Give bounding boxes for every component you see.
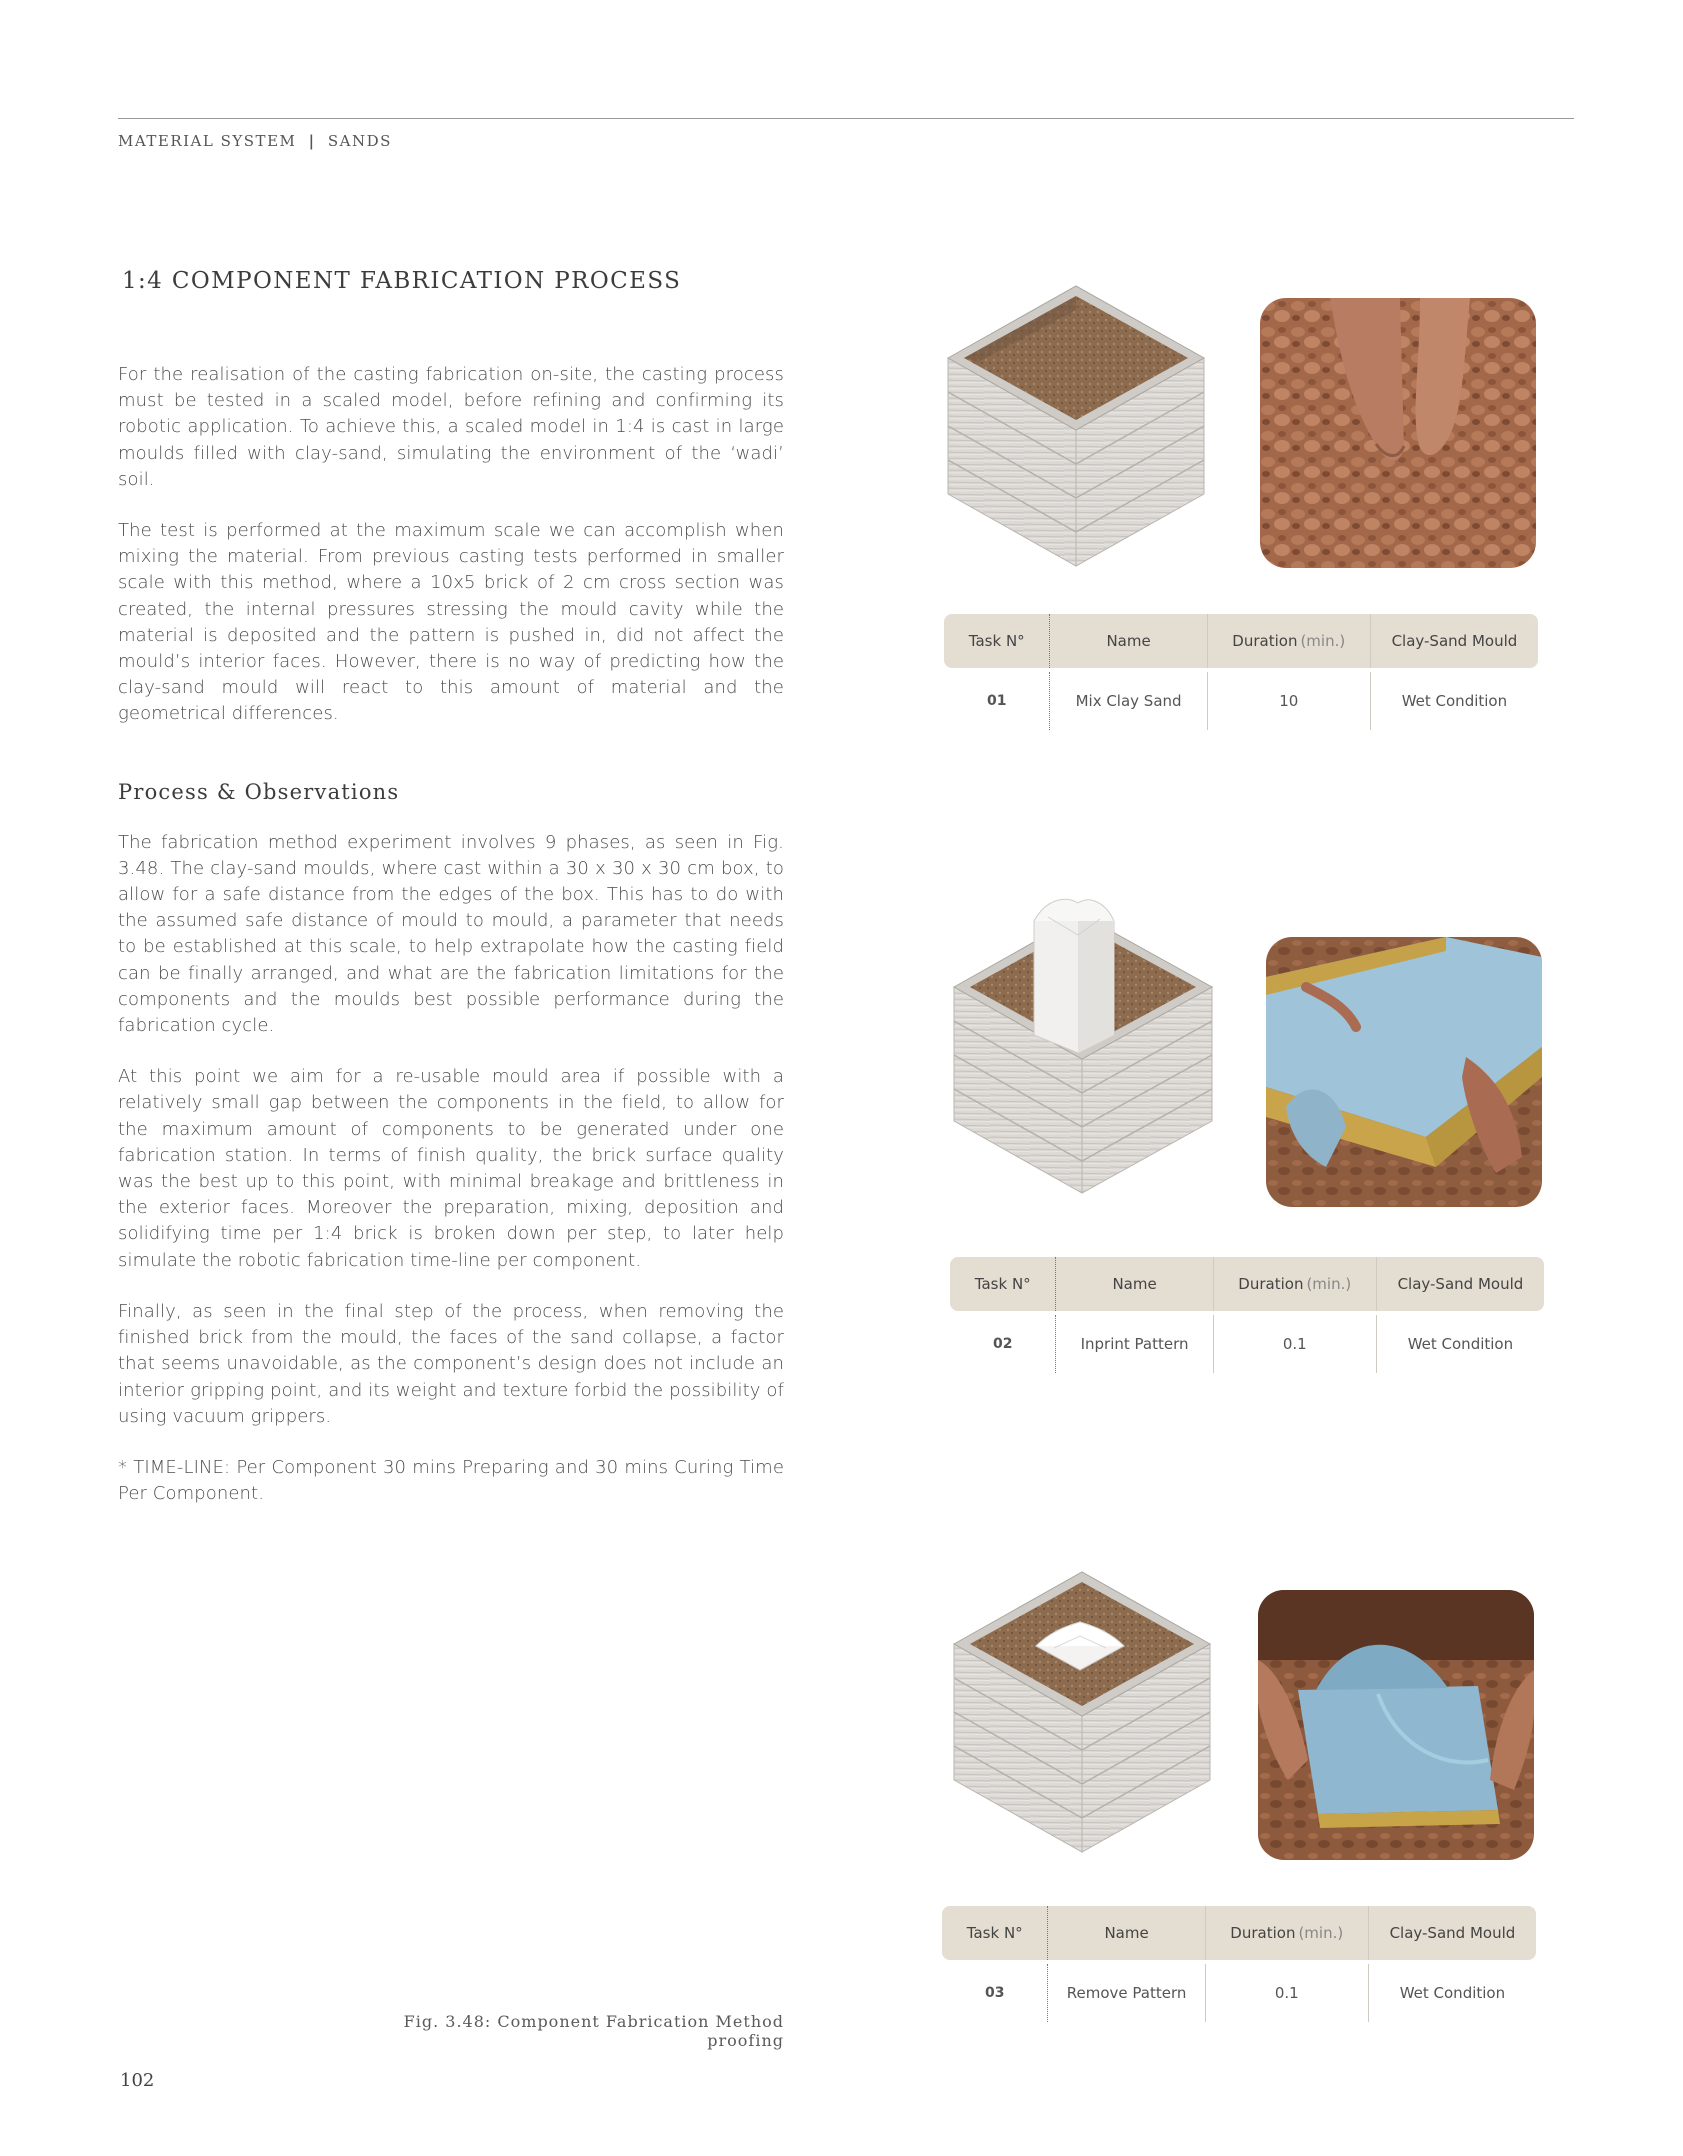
task-mould-condition: Wet Condition <box>1407 1335 1514 1353</box>
header-duration-unit: (min.) <box>1306 1275 1352 1293</box>
photo-pressing-pattern-image <box>1266 937 1542 1207</box>
table-header-row <box>944 614 1538 668</box>
header-duration <box>1214 1257 1377 1311</box>
header-section: MATERIAL SYSTEM <box>118 132 297 150</box>
page-number: 102 <box>120 2070 155 2091</box>
header-subsection: SANDS <box>327 132 392 150</box>
table-row <box>942 1964 1536 2022</box>
table-row <box>950 1315 1544 1373</box>
task-name: Mix Clay Sand <box>1050 672 1207 730</box>
running-header <box>118 132 392 150</box>
task-duration: 10 <box>1208 672 1371 730</box>
task-name: Remove Pattern <box>1048 1964 1205 2022</box>
header-name: Name <box>1056 1257 1213 1311</box>
mould-box-pattern-inserted-illustration <box>950 895 1216 1195</box>
task-table-3 <box>942 1906 1536 2022</box>
page-title: 1:4 COMPONENT FABRICATION PROCESS <box>122 268 682 294</box>
body-paragraph: At this point we aim for a re-usable mould area if possible with a relatively small gap between the components in the field, to allow for the maximum amount of components to be generated under one fabrication station. In terms of finish quality, the brick surface quality was the best up to this point, with minimal breakage and brittleness in the exterior faces. Moreover the preparation, mixing, deposition and solidifying time per 1:4 brick is broken down per step, to later help simulate the robotic fabrication time-line per component. <box>118 1066 784 1271</box>
header-task: Task N° <box>944 614 1050 668</box>
table-row <box>944 672 1538 730</box>
photo-lifting-pattern <box>1258 1590 1534 1860</box>
intro-paragraph: The test is performed at the maximum scale we can accomplish when mixing the material. From previous casting tests performed in smaller scale with this method, where a 10x5 brick of 2 cm cross section was created, the internal pressures stressing the mould cavity while the material is deposited and the pattern is pushed in, did not affect the mould’s interior faces. However, there is no way of predicting how the clay-sand mould will react to this amount of material and the geometrical differences. <box>118 520 784 725</box>
header-task: Task N° <box>950 1257 1056 1311</box>
header-rule <box>118 118 1574 119</box>
task-mould-condition: Wet Condition <box>1401 692 1508 710</box>
table-header-row <box>942 1906 1536 1960</box>
task-table-2 <box>950 1257 1544 1373</box>
intro-paragraph: For the realisation of the casting fabrication on-site, the casting process must be tested in a scaled model, before refining and confirming its robotic application. To achieve this, a scaled model in 1:4 is cast in large moulds filled with clay-sand, simulating the environment of the ‘wadi’ soil. <box>118 364 784 490</box>
header-mould: Clay-Sand Mould <box>1391 632 1518 650</box>
task-duration: 0.1 <box>1206 1964 1369 2022</box>
header-duration-unit: (min.) <box>1300 632 1346 650</box>
figure-caption: Fig. 3.48: Component Fabrication Method proofing <box>403 2012 784 2050</box>
header-duration-label: Duration <box>1232 632 1298 650</box>
header-duration-label: Duration <box>1230 1924 1296 1942</box>
timeline-note: * TIME-LINE: Per Component 30 mins Preparing and 30 mins Curing Time Per Component. <box>118 1456 784 1505</box>
task-table-1 <box>944 614 1538 730</box>
task-number: 02 <box>950 1315 1056 1373</box>
section-subheading: Process & Observations <box>118 779 400 804</box>
header-name: Name <box>1048 1906 1205 1960</box>
task-number: 01 <box>944 672 1050 730</box>
photo-hands-mixing-sand-image <box>1260 298 1536 568</box>
header-separator: | <box>308 132 316 150</box>
header-task: Task N° <box>942 1906 1048 1960</box>
table-header-row <box>950 1257 1544 1311</box>
header-duration-unit: (min.) <box>1298 1924 1344 1942</box>
task-mould-condition: Wet Condition <box>1399 1984 1506 2002</box>
header-mould: Clay-Sand Mould <box>1389 1924 1516 1942</box>
header-duration <box>1208 614 1371 668</box>
body-paragraph: The fabrication method experiment involves 9 phases, as seen in Fig. 3.48. The clay-sand moulds, where cast within a 30 x 30 x 30 cm box, to allow for a safe distance from the edges of the box. This has to do with the assumed safe distance of mould to mould, a parameter that needs to be established at this scale, to help extrapolate how the casting field can be finally arranged, and what are the fabrication limitations for the components and the moulds best possible performance during the fabrication cycle. <box>118 831 784 1037</box>
mould-box-sand-illustration <box>944 270 1208 570</box>
body-paragraph: Finally, as seen in the final step of the process, when removing the finished brick from the mould, the faces of the sand collapse, a factor that seems unavoidable, as the component’s design does not include an interior gripping point, and its weight and texture forbid the possibility of using vacuum grippers. <box>118 1300 784 1427</box>
task-name: Inprint Pattern <box>1056 1315 1213 1373</box>
photo-lifting-pattern-image <box>1258 1590 1534 1860</box>
header-name: Name <box>1050 614 1207 668</box>
header-mould: Clay-Sand Mould <box>1397 1275 1524 1293</box>
mould-box-pattern-imprint-illustration <box>950 1556 1214 1856</box>
photo-pressing-pattern <box>1266 937 1542 1207</box>
task-number: 03 <box>942 1964 1048 2022</box>
text-column <box>118 362 784 1532</box>
header-duration <box>1206 1906 1369 1960</box>
task-duration: 0.1 <box>1214 1315 1377 1373</box>
photo-hands-mixing-sand <box>1260 298 1536 568</box>
header-duration-label: Duration <box>1238 1275 1304 1293</box>
